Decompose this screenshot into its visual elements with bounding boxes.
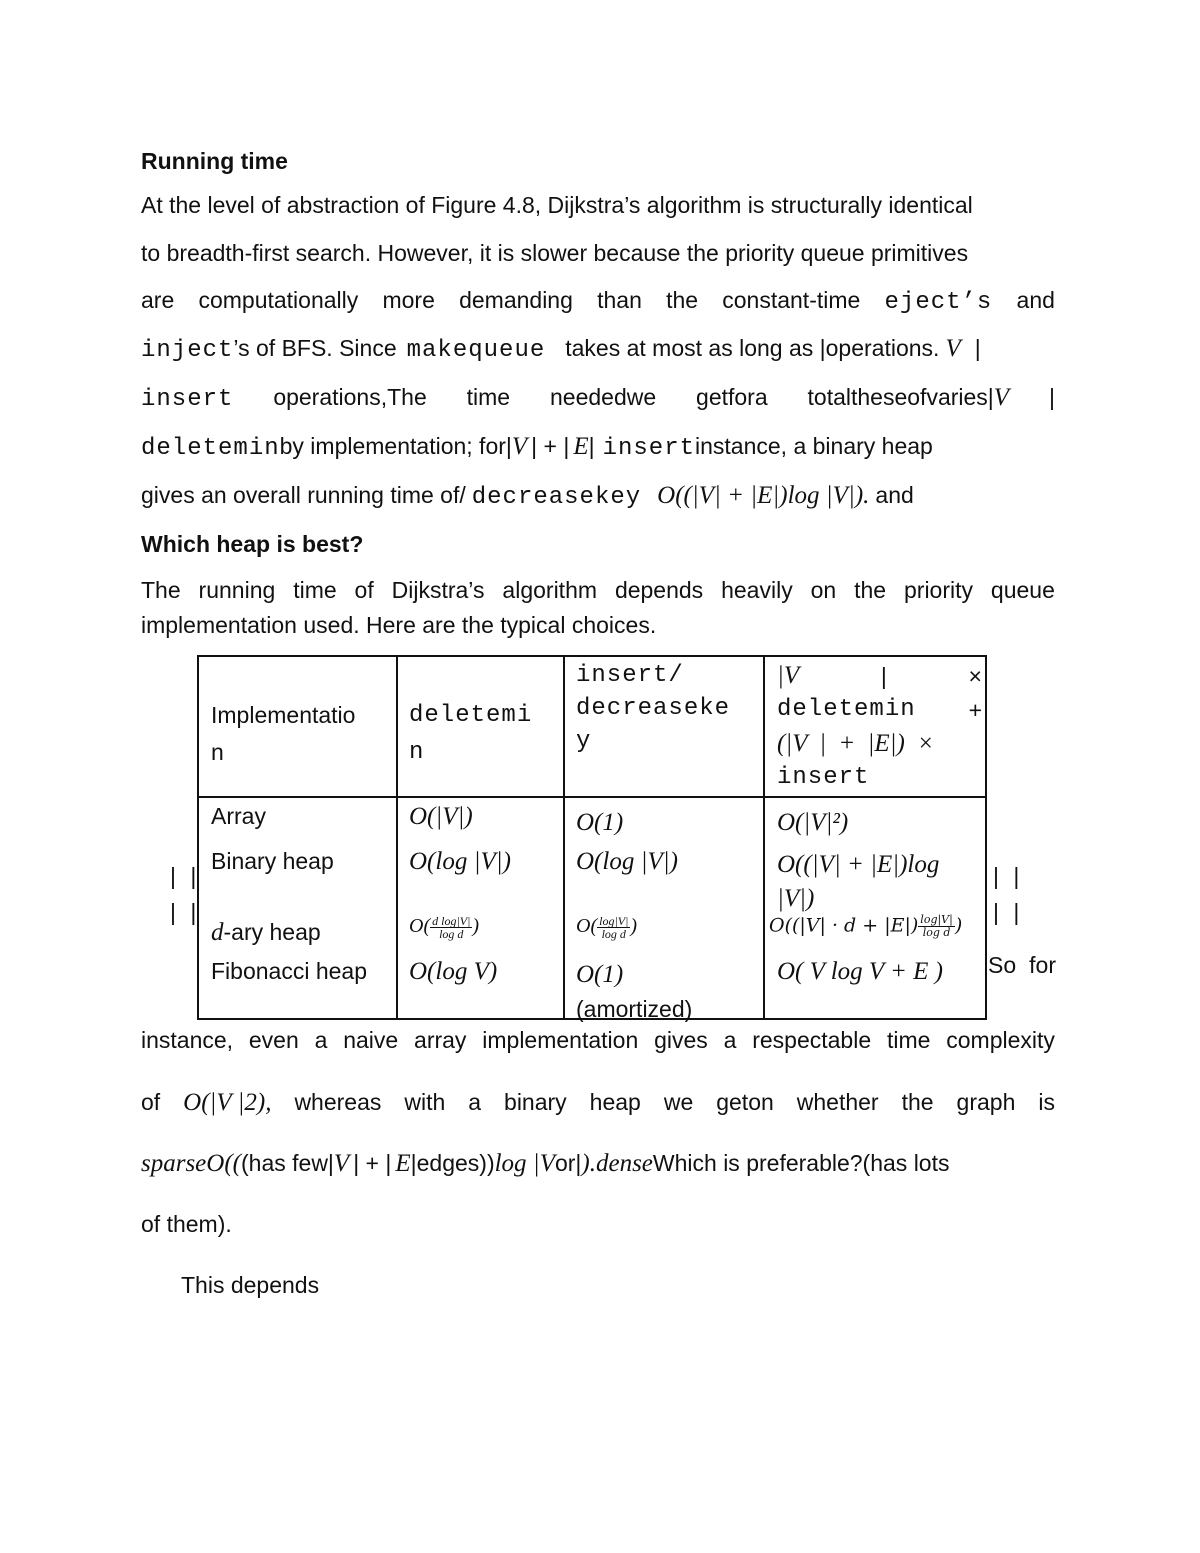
math-var: V	[945, 335, 961, 362]
table-header-divider	[199, 796, 985, 798]
row-dary-deletemin	[409, 915, 479, 940]
left-side-marks	[170, 858, 200, 930]
word: heavily	[721, 577, 793, 603]
math-var: E	[395, 1150, 411, 1177]
text-span: |edges))	[410, 1150, 495, 1176]
math-expression: sparseO((	[141, 1150, 241, 1177]
row-dary-total	[769, 914, 962, 939]
text-span: to breadth-first search. However, it is slower because the priority queue primitives	[141, 240, 969, 266]
formula-part: O(	[576, 915, 598, 938]
code-word: inject	[141, 337, 234, 364]
word: operations,The	[273, 384, 427, 410]
math-expression: ).dense	[581, 1150, 653, 1177]
word: constant-time	[722, 287, 861, 313]
word: binary	[504, 1089, 567, 1115]
row-dary-insert	[576, 915, 637, 940]
formula-line: |V|)	[777, 885, 815, 912]
fraction-denominator: log d	[922, 926, 951, 939]
row-fib-deletemin: O(log V)	[409, 958, 498, 985]
text-span: | + |	[353, 1150, 392, 1176]
word: running	[198, 577, 276, 603]
word: whereas	[294, 1089, 382, 1115]
header-text: n	[211, 739, 224, 765]
code-word: insert	[602, 435, 696, 462]
para3-line3	[141, 1150, 1055, 1178]
word: a	[468, 1089, 482, 1115]
math-expression: O((|V| + |E|)log |V|).	[657, 482, 870, 509]
para3-line2	[141, 1089, 1055, 1117]
row-array-insert: O(1)	[576, 809, 624, 836]
word: more	[382, 287, 435, 313]
row-fib-insert	[576, 958, 692, 1026]
header-deletemin	[409, 697, 532, 771]
impl-text: -ary heap	[223, 919, 321, 945]
text-span: and	[875, 482, 914, 508]
code-word: eject’s	[884, 289, 993, 316]
para1-line1	[141, 192, 1055, 219]
word: implementation	[482, 1027, 639, 1053]
word: the	[666, 287, 699, 313]
side-mark: | |	[993, 899, 1024, 925]
text-span: Which is preferable?(has lots	[652, 1150, 950, 1176]
side-mark: | |	[170, 863, 201, 889]
header-text: deletemi	[409, 702, 533, 729]
word: depends	[614, 577, 704, 603]
row-binary-total	[777, 848, 939, 916]
text-span: by implementation; for|	[279, 433, 512, 459]
header-text: deletemin	[777, 696, 916, 723]
code-word: decreasekey	[471, 484, 642, 511]
row-binary-deletemin: O(log |V|)	[409, 848, 511, 875]
formula-line: (amortized)	[576, 996, 693, 1022]
para1-line2	[141, 240, 1055, 267]
code-word: makequeue	[406, 337, 546, 364]
header-total	[777, 659, 982, 795]
word: complexity	[946, 1027, 1055, 1053]
heading-running-time: Running time	[141, 148, 288, 174]
formula-part: )	[472, 915, 480, 938]
word: queue	[990, 577, 1055, 603]
word: instance,	[141, 1027, 234, 1053]
right-side-marks	[993, 858, 1023, 930]
word: than	[597, 287, 642, 313]
side-mark: | |	[170, 899, 201, 925]
header-text: ×	[968, 663, 982, 689]
fraction	[430, 915, 472, 940]
para1-line5	[141, 384, 1055, 413]
header-total-line2	[777, 693, 982, 727]
row-array-deletemin: O(|V|)	[409, 803, 473, 830]
formula-part: )	[954, 914, 963, 937]
text-span: takes at most as long as |operations.	[565, 335, 940, 361]
row-binary-insert: O(log |V|)	[576, 848, 678, 875]
fraction-denominator: log d	[601, 927, 626, 941]
word: of	[354, 577, 374, 603]
word: totaltheseofvaries|	[807, 384, 994, 410]
header-text: (|V | + |E|) ×	[777, 730, 934, 757]
word: getfora	[696, 384, 768, 410]
text-span: gives an overall running time of/	[141, 482, 466, 508]
math-var: d	[211, 919, 224, 946]
word: naive	[343, 1027, 399, 1053]
word: computationally	[198, 287, 359, 313]
header-implementation	[211, 697, 355, 771]
formula-part: )	[630, 915, 638, 938]
header-text: Implementatio	[211, 702, 356, 728]
text-span: At the level of abstraction of Figure 4.8, Dijkstra’s algorithm is structurally identical	[141, 192, 973, 218]
row-array-total: O(|V|²)	[777, 809, 849, 836]
fraction-numerator: d log|V|	[432, 914, 471, 928]
word: whether	[796, 1089, 879, 1115]
word: Dijkstra’s	[391, 577, 485, 603]
word: respectable	[752, 1027, 872, 1053]
header-text: |	[880, 663, 887, 689]
word: for	[1029, 952, 1056, 978]
para2-line2: implementation used. Here are the typical choices.	[141, 612, 657, 638]
word: on	[810, 577, 837, 603]
para3-line1	[141, 1027, 1055, 1054]
fraction	[597, 915, 630, 940]
para4: This depends	[181, 1272, 320, 1298]
word: graph	[956, 1089, 1016, 1115]
word: array	[414, 1027, 467, 1053]
word: the	[854, 577, 887, 603]
word: we	[663, 1089, 694, 1115]
para1-line3	[141, 287, 1055, 316]
after-table-text	[988, 952, 1056, 979]
fraction-denominator: log d	[439, 927, 464, 941]
word: a	[314, 1027, 328, 1053]
word: geton	[716, 1089, 774, 1115]
word: neededwe	[549, 384, 657, 410]
word: The	[141, 577, 181, 603]
text-span: or|	[554, 1150, 582, 1176]
formula-part: O((|V| · d + |E|)	[769, 914, 919, 937]
header-text: decreaseke	[576, 695, 731, 722]
math-var: V	[539, 1150, 555, 1177]
table-col-divider	[396, 657, 398, 1018]
header-text: insert/	[576, 662, 684, 689]
table-col-divider	[763, 657, 765, 1018]
word: a	[723, 1027, 737, 1053]
word: time	[293, 577, 337, 603]
complexity-table	[197, 655, 987, 1020]
fraction-numerator: log|V|	[920, 913, 953, 926]
math-var: V	[993, 384, 1010, 411]
word: time	[886, 1027, 931, 1053]
side-mark: | |	[993, 863, 1024, 889]
para1-line4: inject’s of BFS. Since makequeue takes at most as long as |operations. V |	[141, 335, 981, 364]
word: priority	[904, 577, 974, 603]
header-text: n	[409, 739, 425, 766]
header-text: y	[576, 728, 592, 755]
heading-which-heap: Which heap is best?	[141, 531, 364, 557]
word: demanding	[459, 287, 573, 313]
math-expression: O(|V |2),	[183, 1089, 272, 1116]
word: is	[1038, 1089, 1055, 1115]
row-dary-impl	[211, 919, 321, 947]
word: |	[1048, 384, 1055, 410]
word: gives	[654, 1027, 708, 1053]
word: time	[466, 384, 511, 410]
row-binary-impl: Binary heap	[211, 848, 334, 874]
para2-line1	[141, 577, 1055, 604]
word: with	[404, 1089, 446, 1115]
math-var: V	[511, 433, 528, 460]
math-var: E	[573, 433, 589, 460]
formula-part: O(	[409, 915, 431, 938]
word: are	[141, 287, 175, 313]
word: even	[248, 1027, 299, 1053]
text-span: |	[588, 433, 595, 459]
fraction-numerator: log|V|	[599, 914, 629, 928]
fraction	[918, 914, 955, 939]
text-span: (has few|	[241, 1150, 334, 1176]
text-span: instance, a binary heap	[695, 433, 933, 459]
para3-line4: of them).	[141, 1211, 232, 1237]
header-text: +	[968, 697, 982, 723]
para1-line7	[141, 482, 1055, 511]
word: So	[988, 952, 1017, 978]
header-total-line1	[777, 659, 982, 693]
text-span: |	[974, 335, 981, 361]
word: of	[141, 1089, 161, 1115]
word: and	[1016, 287, 1055, 313]
para1-line6	[141, 433, 1055, 462]
text-span: | + |	[531, 433, 570, 459]
row-fib-impl: Fibonacci heap	[211, 958, 367, 984]
math-expression: log |	[494, 1150, 540, 1177]
code-word: deletemin	[141, 435, 280, 462]
row-array-impl: Array	[211, 803, 266, 829]
math-var: V	[333, 1150, 350, 1177]
formula-line: O(1)	[576, 961, 624, 988]
header-text: |V	[777, 662, 800, 689]
word: algorithm	[502, 577, 598, 603]
table-col-divider	[563, 657, 565, 1018]
header-text: insert	[777, 764, 870, 791]
header-insert	[576, 659, 730, 758]
row-fib-total: O( V log V + E )	[777, 958, 943, 985]
formula-line: O((|V| + |E|)log	[777, 851, 940, 878]
code-word: insert	[141, 386, 234, 413]
word: heap	[589, 1089, 641, 1115]
word: the	[901, 1089, 934, 1115]
